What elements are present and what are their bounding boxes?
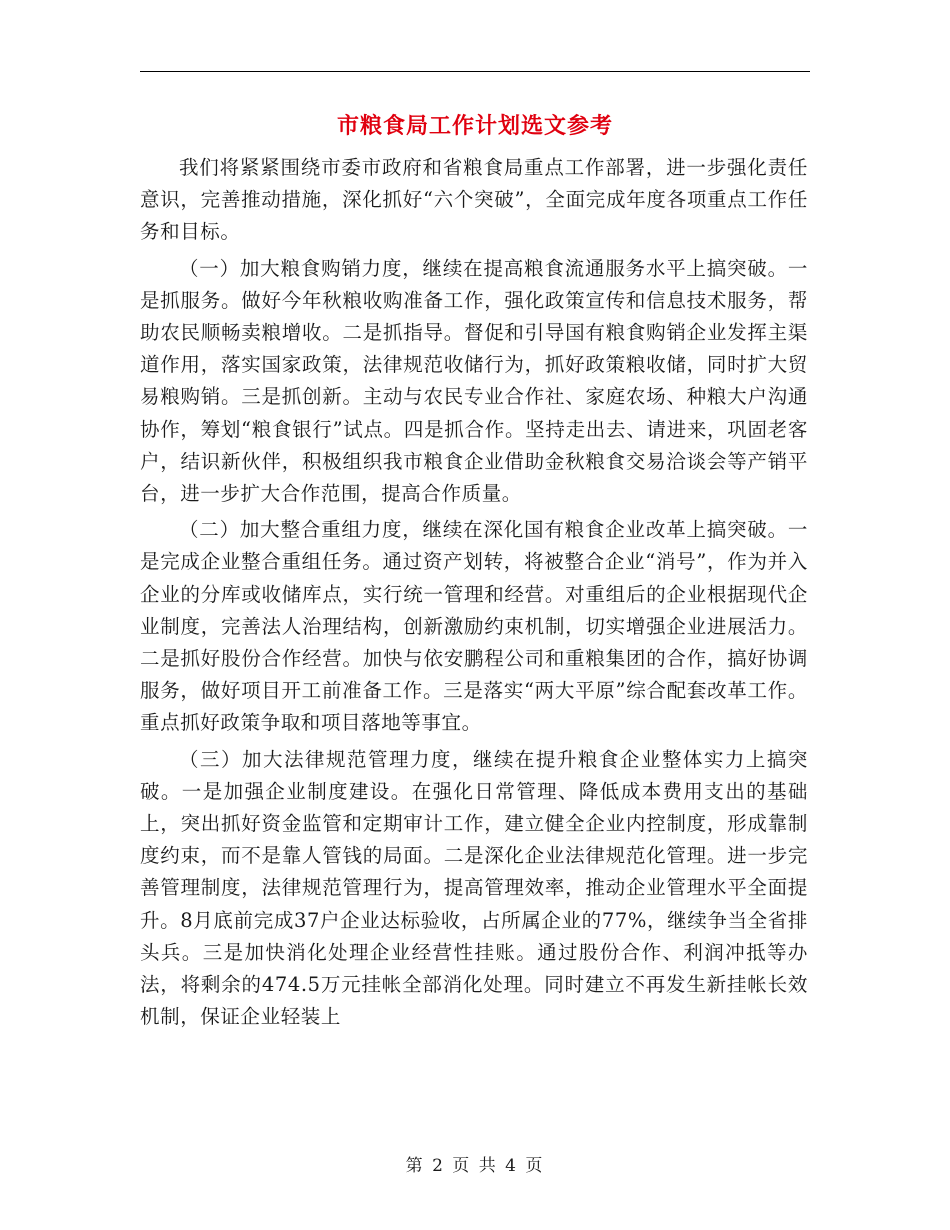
paragraph-section-3: （三）加大法律规范管理力度，继续在提升粮食企业整体实力上搞突破。一是加强企业制度建设。在强化日常管理、降低成本费用支出的基础上，突出抓好资金监管和定期审计工作，建立健全企业内控制度，形成靠制度约束，而不是靠人管钱的局面。二是深化企业法律规范化管理。进一步完善管理制度，法律规范管理行为，提高管理效率，推动企业管理水平全面提升。8月底前完成37户企业达标验收，占所属企业的77%，继续争当全省排头兵。三是加快消化处理企业经营性挂账。通过股份合作、利润冲抵等办法，将剩余的474.5万元挂帐全部消化处理。同时建立不再发生新挂帐长效机制，保证企业轻装上 xyxy=(140,747,808,1029)
paragraph-intro: 我们将紧紧围绕市委市政府和省粮食局重点工作部署，进一步强化责任意识，完善推动措施，深化抓好“六个突破”，全面完成年度各项重点工作任务和目标。 xyxy=(140,156,808,244)
paragraph-section-2: （二）加大整合重组力度，继续在深化国有粮食企业改革上搞突破。一是完成企业整合重组任务。通过资产划转，将被整合企业“消号”，作为并入企业的分库或收储库点，实行统一管理和经营。对重组后的企业根据现代企业制度，完善法人治理结构，创新激励约束机制，切实增强企业进展活力。二是抓好股份合作经营。加快与依安鹏程公司和重粮集团的合作，搞好协调服务，做好项目开工前准备工作。三是落实“两大平原”综合配套改革工作。重点抓好政策争取和项目落地等事宜。 xyxy=(140,518,808,735)
paragraph-section-1: （一）加大粮食购销力度，继续在提高粮食流通服务水平上搞突破。一是抓服务。做好今年秋粮收购准备工作，强化政策宣传和信息技术服务，帮助农民顺畅卖粮增收。二是抓指导。督促和引导国有粮食购销企业发挥主渠道作用，落实国家政策，法律规范收储行为，抓好政策粮收储，同时扩大贸易粮购销。三是抓创新。主动与农民专业合作社、家庭农场、种粮大户沟通协作，筹划“粮食银行”试点。四是抓合作。坚持走出去、请进来，巩固老客户，结识新伙伴，积极组织我市粮食企业借助金秋粮食交易洽谈会等产销平台，进一步扩大合作范围，提高合作质量。 xyxy=(140,256,808,506)
document-title: 市粮食局工作计划选文参考 xyxy=(336,113,613,139)
page-footer: 第 2 页 共 4 页 xyxy=(405,1156,545,1176)
header-rule xyxy=(140,71,810,72)
document-body xyxy=(140,152,808,1037)
